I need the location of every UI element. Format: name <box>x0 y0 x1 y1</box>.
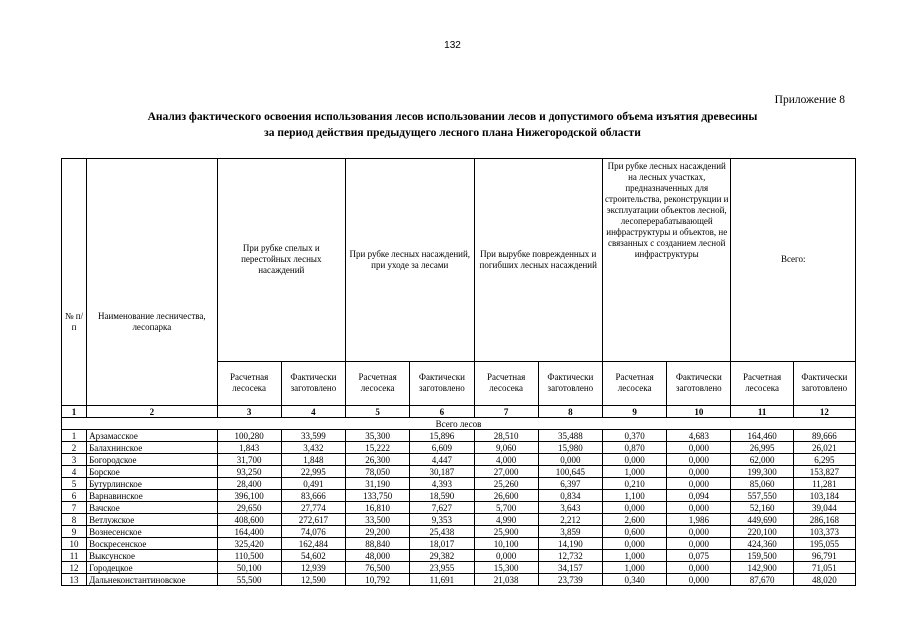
header-group-damaged: При вырубке поврежденных и погибших лесных насаждений <box>474 159 602 362</box>
forestry-name-cell: Богородское <box>87 454 217 466</box>
value-cell: 103,373 <box>793 526 855 538</box>
value-cell: 0,000 <box>474 550 538 562</box>
header-calc: Расчетная лесосека <box>217 361 281 405</box>
value-cell: 164,400 <box>217 526 281 538</box>
value-cell: 25,260 <box>474 478 538 490</box>
value-cell: 12,732 <box>538 550 602 562</box>
table-row <box>62 538 856 550</box>
value-cell: 85,060 <box>731 478 793 490</box>
value-cell: 159,500 <box>731 550 793 562</box>
value-cell: 26,600 <box>474 490 538 502</box>
value-cell: 6,609 <box>410 442 474 454</box>
header-fact: Фактически заготовлено <box>410 361 474 405</box>
value-cell: 31,700 <box>217 454 281 466</box>
header-name: Наименование лесничества, лесопарка <box>87 159 217 406</box>
value-cell: 0,000 <box>667 574 731 586</box>
column-number: 2 <box>87 406 217 418</box>
value-cell: 100,280 <box>217 430 281 442</box>
value-cell: 0,000 <box>667 454 731 466</box>
value-cell: 28,510 <box>474 430 538 442</box>
value-cell: 6,295 <box>793 454 855 466</box>
header-calc: Расчетная лесосека <box>346 361 410 405</box>
value-cell: 110,500 <box>217 550 281 562</box>
value-cell: 93,250 <box>217 466 281 478</box>
row-number-cell: 12 <box>62 562 87 574</box>
forestry-name-cell: Варнавинское <box>87 490 217 502</box>
value-cell: 29,650 <box>217 502 281 514</box>
header-fact: Фактически заготовлено <box>538 361 602 405</box>
value-cell: 30,187 <box>410 466 474 478</box>
value-cell: 1,843 <box>217 442 281 454</box>
row-number-cell: 8 <box>62 514 87 526</box>
forestry-name-cell: Арзамасское <box>87 430 217 442</box>
table-row <box>62 442 856 454</box>
value-cell: 4,447 <box>410 454 474 466</box>
value-cell: 0,000 <box>538 454 602 466</box>
column-number: 8 <box>538 406 602 418</box>
value-cell: 195,055 <box>793 538 855 550</box>
value-cell: 2,600 <box>602 514 666 526</box>
column-number: 9 <box>602 406 666 418</box>
value-cell: 11,281 <box>793 478 855 490</box>
header-calc: Расчетная лесосека <box>731 361 793 405</box>
column-number: 5 <box>346 406 410 418</box>
value-cell: 23,955 <box>410 562 474 574</box>
value-cell: 325,420 <box>217 538 281 550</box>
row-number-cell: 6 <box>62 490 87 502</box>
value-cell: 27,774 <box>281 502 345 514</box>
value-cell: 424,360 <box>731 538 793 550</box>
table-row <box>62 550 856 562</box>
value-cell: 11,691 <box>410 574 474 586</box>
table-row <box>62 502 856 514</box>
value-cell: 286,168 <box>793 514 855 526</box>
value-cell: 15,222 <box>346 442 410 454</box>
table-row <box>62 454 856 466</box>
column-number-row <box>62 406 856 418</box>
value-cell: 2,212 <box>538 514 602 526</box>
forestry-name-cell: Выксунское <box>87 550 217 562</box>
value-cell: 0,094 <box>667 490 731 502</box>
header-calc: Расчетная лесосека <box>474 361 538 405</box>
value-cell: 34,157 <box>538 562 602 574</box>
forestry-name-cell: Вачское <box>87 502 217 514</box>
value-cell: 83,666 <box>281 490 345 502</box>
value-cell: 1,986 <box>667 514 731 526</box>
value-cell: 10,100 <box>474 538 538 550</box>
row-number-cell: 2 <box>62 442 87 454</box>
value-cell: 4,683 <box>667 430 731 442</box>
table-row <box>62 430 856 442</box>
value-cell: 18,017 <box>410 538 474 550</box>
value-cell: 10,792 <box>346 574 410 586</box>
row-number-cell: 11 <box>62 550 87 562</box>
table-row <box>62 574 856 586</box>
value-cell: 0,000 <box>602 454 666 466</box>
value-cell: 33,500 <box>346 514 410 526</box>
value-cell: 15,980 <box>538 442 602 454</box>
value-cell: 408,600 <box>217 514 281 526</box>
title-line-1: Анализ фактического освоения использования лесов использовании лесов и допустимого объема изъятия древесины <box>147 111 758 123</box>
value-cell: 15,896 <box>410 430 474 442</box>
value-cell: 1,100 <box>602 490 666 502</box>
header-group-mature: При рубке спелых и перестойных лесных насаждений <box>217 159 345 362</box>
appendix-label: Приложение 8 <box>774 94 845 106</box>
column-number: 11 <box>731 406 793 418</box>
value-cell: 31,190 <box>346 478 410 490</box>
table-row <box>62 514 856 526</box>
value-cell: 33,599 <box>281 430 345 442</box>
table-row <box>62 490 856 502</box>
table-body <box>62 430 856 586</box>
value-cell: 0,000 <box>667 478 731 490</box>
table-row <box>62 478 856 490</box>
value-cell: 89,666 <box>793 430 855 442</box>
row-number-cell: 7 <box>62 502 87 514</box>
value-cell: 7,627 <box>410 502 474 514</box>
row-number-cell: 9 <box>62 526 87 538</box>
value-cell: 0,600 <box>602 526 666 538</box>
value-cell: 25,438 <box>410 526 474 538</box>
table-row <box>62 562 856 574</box>
value-cell: 76,500 <box>346 562 410 574</box>
value-cell: 0,000 <box>602 538 666 550</box>
value-cell: 0,000 <box>667 442 731 454</box>
header-num: № п/п <box>62 159 87 406</box>
value-cell: 199,300 <box>731 466 793 478</box>
row-number-cell: 3 <box>62 454 87 466</box>
value-cell: 62,000 <box>731 454 793 466</box>
value-cell: 142,900 <box>731 562 793 574</box>
value-cell: 35,488 <box>538 430 602 442</box>
header-fact: Фактически заготовлено <box>281 361 345 405</box>
value-cell: 449,690 <box>731 514 793 526</box>
value-cell: 1,000 <box>602 466 666 478</box>
value-cell: 0,340 <box>602 574 666 586</box>
row-number-cell: 10 <box>62 538 87 550</box>
header-row-groups <box>62 159 856 362</box>
value-cell: 48,000 <box>346 550 410 562</box>
column-number: 3 <box>217 406 281 418</box>
value-cell: 0,000 <box>602 502 666 514</box>
value-cell: 12,939 <box>281 562 345 574</box>
value-cell: 396,100 <box>217 490 281 502</box>
forestry-name-cell: Борское <box>87 466 217 478</box>
column-number: 1 <box>62 406 87 418</box>
value-cell: 0,834 <box>538 490 602 502</box>
value-cell: 6,397 <box>538 478 602 490</box>
value-cell: 0,870 <box>602 442 666 454</box>
value-cell: 220,100 <box>731 526 793 538</box>
value-cell: 0,000 <box>667 562 731 574</box>
column-number: 10 <box>667 406 731 418</box>
value-cell: 39,044 <box>793 502 855 514</box>
forestry-name-cell: Бутурлинское <box>87 478 217 490</box>
value-cell: 9,060 <box>474 442 538 454</box>
value-cell: 1,848 <box>281 454 345 466</box>
value-cell: 78,050 <box>346 466 410 478</box>
value-cell: 87,670 <box>731 574 793 586</box>
table-row <box>62 526 856 538</box>
header-group-total: Всего: <box>731 159 856 362</box>
value-cell: 27,000 <box>474 466 538 478</box>
value-cell: 55,500 <box>217 574 281 586</box>
value-cell: 0,000 <box>667 538 731 550</box>
header-group-care: При рубке лесных насаждений, при уходе за лесами <box>346 159 474 362</box>
forestry-name-cell: Ветлужское <box>87 514 217 526</box>
value-cell: 0,491 <box>281 478 345 490</box>
value-cell: 3,432 <box>281 442 345 454</box>
document-title <box>60 109 845 141</box>
value-cell: 15,300 <box>474 562 538 574</box>
value-cell: 16,810 <box>346 502 410 514</box>
value-cell: 88,840 <box>346 538 410 550</box>
value-cell: 25,900 <box>474 526 538 538</box>
header-calc: Расчетная лесосека <box>602 361 666 405</box>
value-cell: 71,051 <box>793 562 855 574</box>
value-cell: 52,160 <box>731 502 793 514</box>
value-cell: 0,000 <box>667 502 731 514</box>
value-cell: 0,000 <box>667 466 731 478</box>
value-cell: 0,210 <box>602 478 666 490</box>
value-cell: 14,190 <box>538 538 602 550</box>
forestry-name-cell: Городецкое <box>87 562 217 574</box>
value-cell: 162,484 <box>281 538 345 550</box>
value-cell: 3,859 <box>538 526 602 538</box>
value-cell: 4,393 <box>410 478 474 490</box>
section-label: Всего лесов <box>62 418 856 430</box>
value-cell: 0,000 <box>667 526 731 538</box>
column-number: 12 <box>793 406 855 418</box>
value-cell: 153,827 <box>793 466 855 478</box>
column-number: 4 <box>281 406 345 418</box>
value-cell: 28,400 <box>217 478 281 490</box>
value-cell: 103,184 <box>793 490 855 502</box>
value-cell: 133,750 <box>346 490 410 502</box>
row-number-cell: 4 <box>62 466 87 478</box>
value-cell: 100,645 <box>538 466 602 478</box>
forestry-name-cell: Дальнеконстантиновское <box>87 574 217 586</box>
row-number-cell: 1 <box>62 430 87 442</box>
value-cell: 272,617 <box>281 514 345 526</box>
value-cell: 26,995 <box>731 442 793 454</box>
value-cell: 164,460 <box>731 430 793 442</box>
page-number: 132 <box>444 40 461 51</box>
value-cell: 1,000 <box>602 550 666 562</box>
forest-usage-table <box>61 158 856 586</box>
header-fact: Фактически заготовлено <box>793 361 855 405</box>
value-cell: 1,000 <box>602 562 666 574</box>
header-group-construction: При рубке лесных насаждений на лесных участках, предназначенных для строительства, реконструкции и эксплуатации объектов лесной, лесоперерабатывающей инфраструктуры и объектов, не связанных с созданием лесной инфраструктуры <box>602 159 730 362</box>
value-cell: 0,075 <box>667 550 731 562</box>
column-number: 7 <box>474 406 538 418</box>
value-cell: 21,038 <box>474 574 538 586</box>
value-cell: 29,200 <box>346 526 410 538</box>
value-cell: 12,590 <box>281 574 345 586</box>
forestry-name-cell: Балахнинское <box>87 442 217 454</box>
value-cell: 54,602 <box>281 550 345 562</box>
section-row <box>62 418 856 430</box>
value-cell: 50,100 <box>217 562 281 574</box>
value-cell: 26,021 <box>793 442 855 454</box>
row-number-cell: 13 <box>62 574 87 586</box>
value-cell: 557,550 <box>731 490 793 502</box>
value-cell: 0,370 <box>602 430 666 442</box>
header-fact: Фактически заготовлено <box>667 361 731 405</box>
value-cell: 3,643 <box>538 502 602 514</box>
value-cell: 4,990 <box>474 514 538 526</box>
value-cell: 35,300 <box>346 430 410 442</box>
value-cell: 22,995 <box>281 466 345 478</box>
forestry-name-cell: Воскресенское <box>87 538 217 550</box>
value-cell: 48,020 <box>793 574 855 586</box>
column-number: 6 <box>410 406 474 418</box>
forestry-name-cell: Вознесенское <box>87 526 217 538</box>
value-cell: 4,000 <box>474 454 538 466</box>
value-cell: 74,076 <box>281 526 345 538</box>
value-cell: 5,700 <box>474 502 538 514</box>
value-cell: 23,739 <box>538 574 602 586</box>
table-row <box>62 466 856 478</box>
row-number-cell: 5 <box>62 478 87 490</box>
value-cell: 18,590 <box>410 490 474 502</box>
value-cell: 29,382 <box>410 550 474 562</box>
value-cell: 9,353 <box>410 514 474 526</box>
value-cell: 96,791 <box>793 550 855 562</box>
title-line-2: за период действия предыдущего лесного плана Нижегородской области <box>264 127 641 139</box>
value-cell: 26,300 <box>346 454 410 466</box>
